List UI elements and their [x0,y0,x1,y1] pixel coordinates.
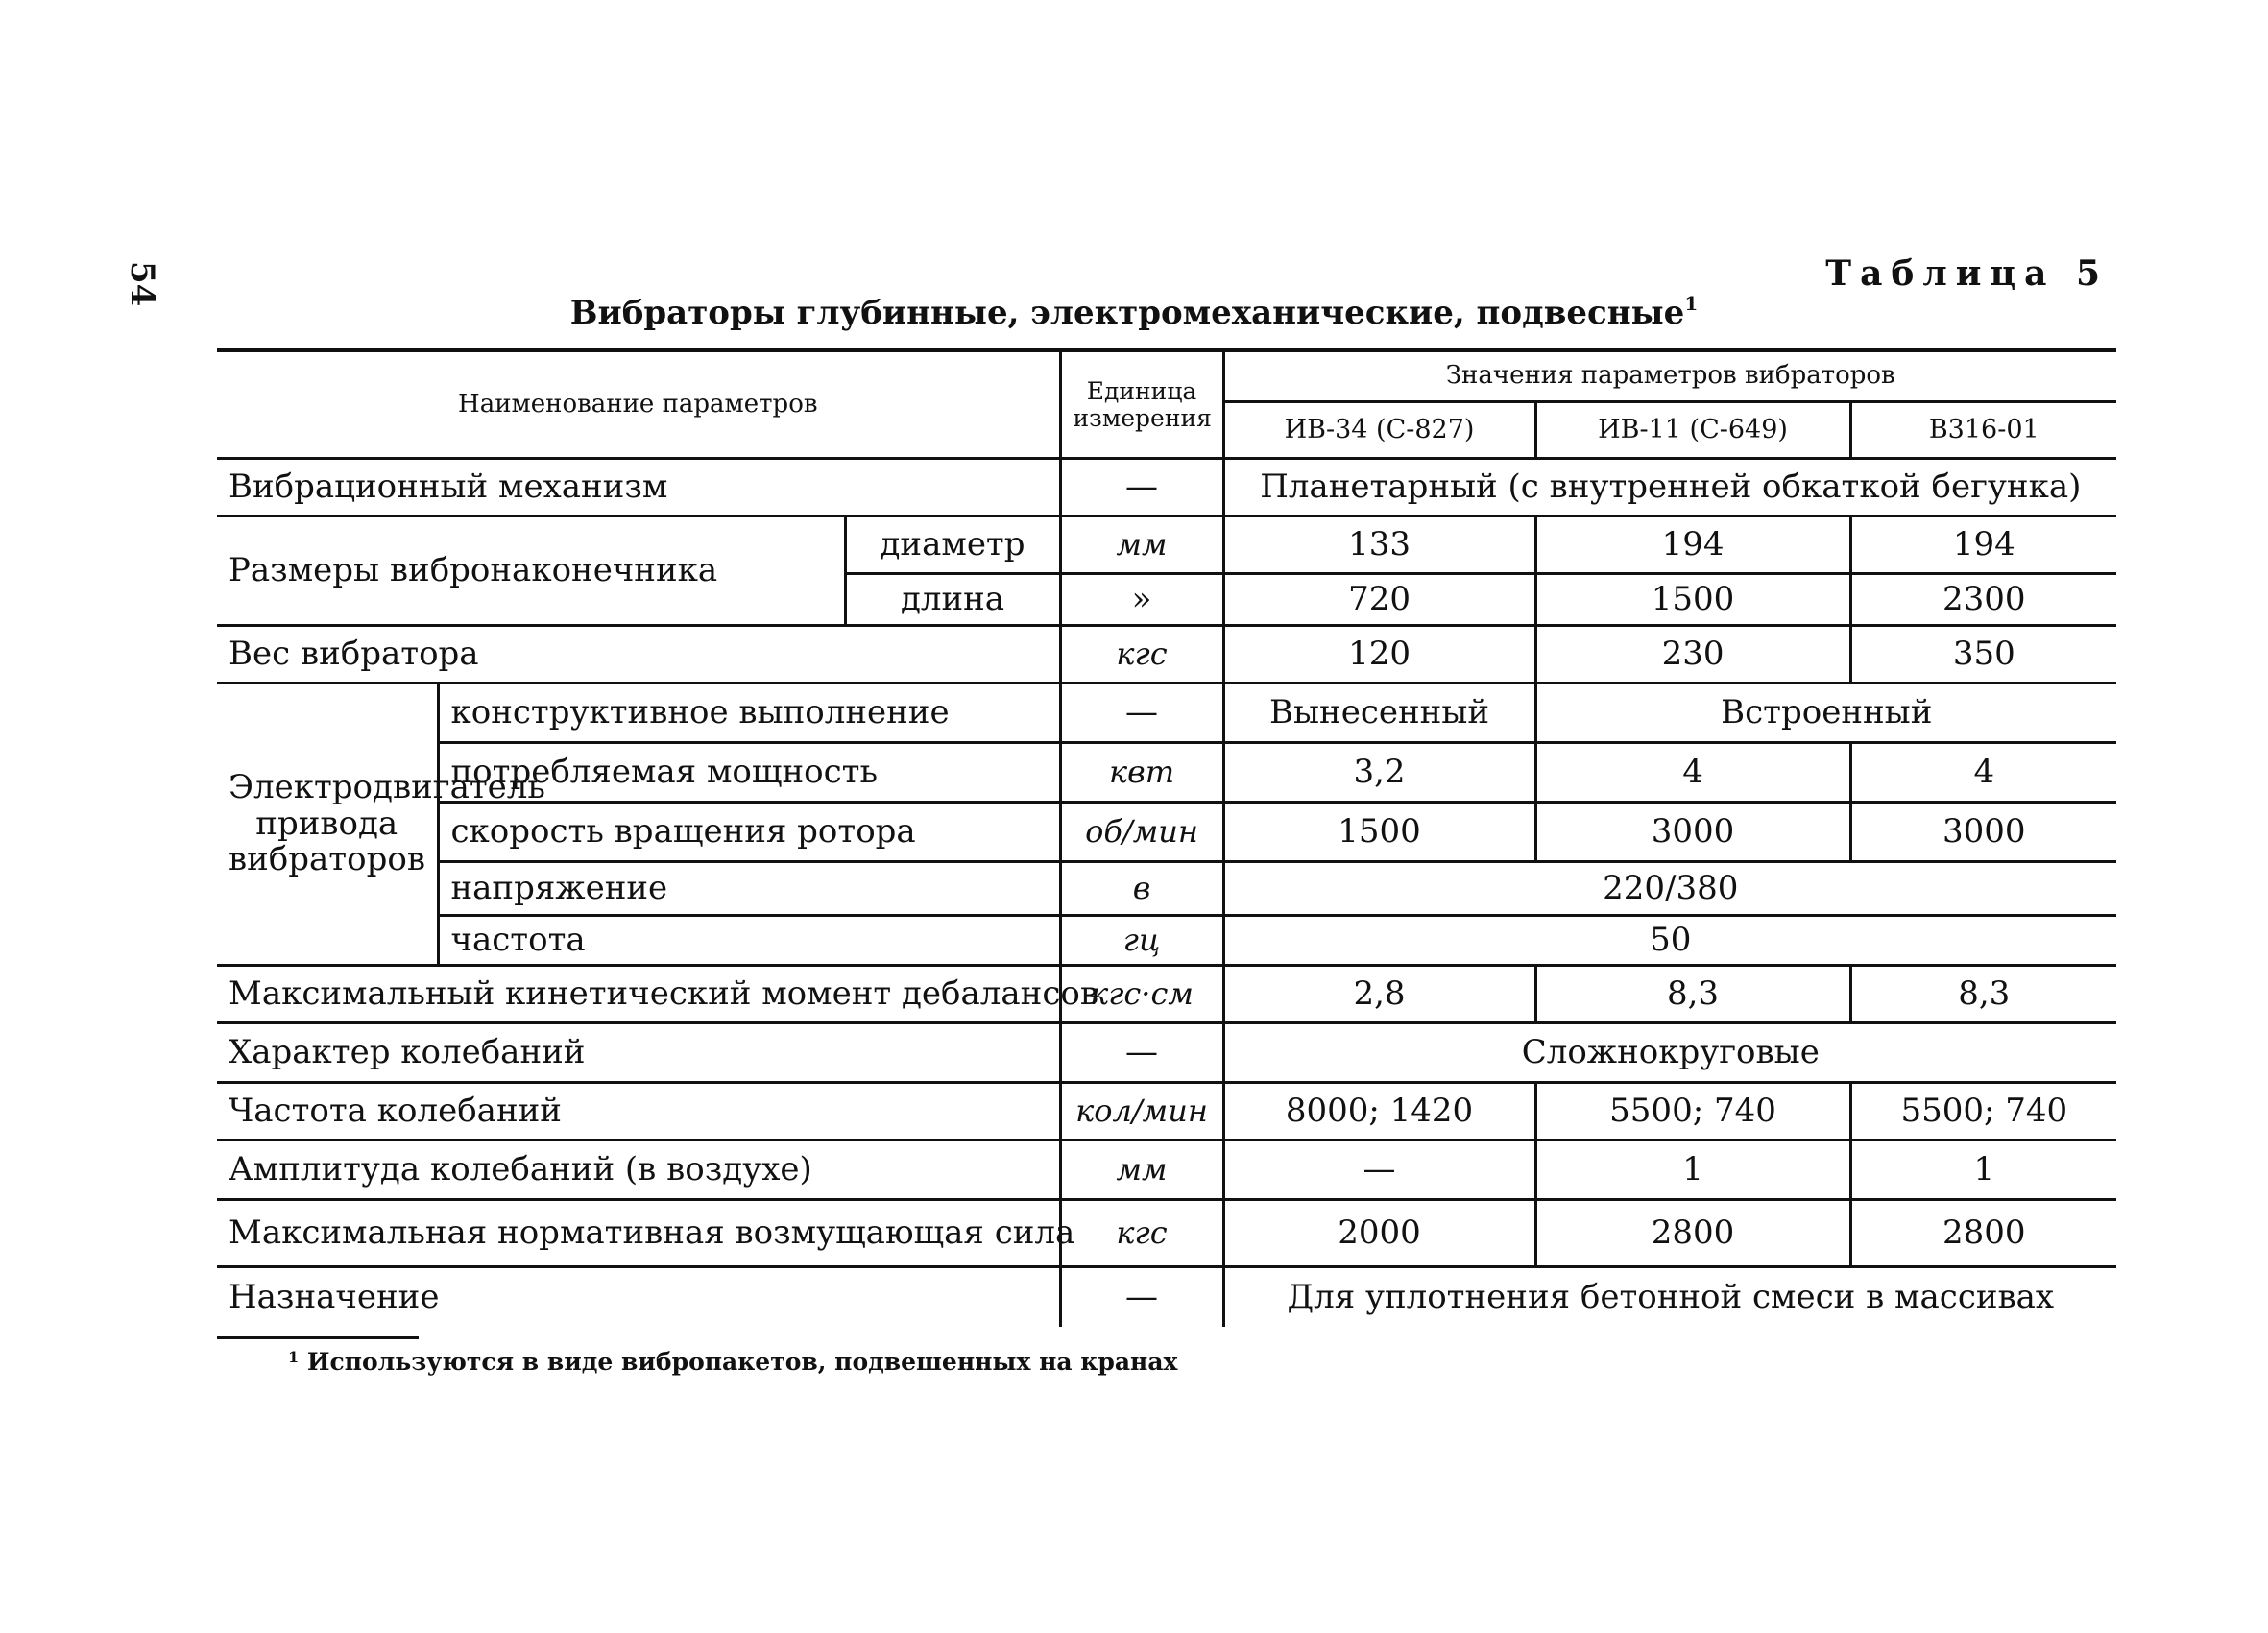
row-tip-diameter-v2: 194 [1535,516,1850,574]
row-motor-power-v3: 4 [1850,743,2116,803]
header-model-iv11: ИВ-11 (С-649) [1535,402,1850,459]
header-param-name: Наименование параметров [217,350,1060,459]
row-motor-group-name: Электродвигатель привода вибраторов [217,684,438,966]
table-title [0,292,2268,332]
row-motor-power-v2: 4 [1535,743,1850,803]
row-amplitude [217,1141,2116,1200]
row-motor-speed-v1: 1500 [1223,803,1535,862]
row-motor-frequency [217,916,2116,966]
row-moment-name: Максимальный кинетический момент дебалансов [217,966,1060,1023]
row-moment [217,966,2116,1023]
header-model-iv34: ИВ-34 (С-827) [1223,402,1535,459]
row-motor-speed-unit: об/мин [1060,803,1223,862]
row-motor-voltage [217,862,2116,916]
row-tip-diameter-v1: 133 [1223,516,1535,574]
row-force-name: Максимальная нормативная возмущающая сила [217,1200,1060,1267]
row-motor-frequency-value: 50 [1223,916,2116,966]
row-motor-power-name: потребляемая мощность [438,743,1060,803]
row-character [217,1023,2116,1083]
row-force [217,1200,2116,1267]
row-weight-name: Вес вибратора [217,626,1060,684]
row-mechanism [217,459,2116,516]
row-amplitude-v3: 1 [1850,1141,2116,1200]
footnote-mark: 1 [288,1348,300,1366]
row-motor-design-v1: Вынесенный [1223,684,1535,743]
row-motor-power-v1: 3,2 [1223,743,1535,803]
row-force-v3: 2800 [1850,1200,2116,1267]
row-character-unit: — [1060,1023,1223,1083]
row-motor-power-unit: квт [1060,743,1223,803]
row-force-v2: 2800 [1535,1200,1850,1267]
footnote-rule [217,1336,419,1339]
header-model-v316: В316-01 [1850,402,2116,459]
row-motor-voltage-unit: в [1060,862,1223,916]
row-mechanism-unit: — [1060,459,1223,516]
page-number: 54 [123,261,161,307]
row-force-v1: 2000 [1223,1200,1535,1267]
row-purpose [217,1267,2116,1327]
row-tip-length-v3: 2300 [1850,574,2116,626]
row-tip-length-sub: длина [845,574,1060,626]
row-weight-v1: 120 [1223,626,1535,684]
row-motor-design-unit: — [1060,684,1223,743]
footnote-text: Используются в виде вибропакетов, подвешенных на кранах [306,1348,1178,1376]
footnote [288,1348,1177,1376]
row-motor-speed-v3: 3000 [1850,803,2116,862]
row-tip-name: Размеры вибронаконечника [217,516,845,626]
row-motor-design-v23: Встроенный [1535,684,2116,743]
row-motor-speed-v2: 3000 [1535,803,1850,862]
row-weight-unit: кгс [1060,626,1223,684]
row-motor-design-name: конструктивное выполнение [438,684,1060,743]
row-mechanism-value: Планетарный (с внутренней обкаткой бегунка) [1223,459,2116,516]
row-weight-v2: 230 [1535,626,1850,684]
row-motor-speed [217,803,2116,862]
row-force-unit: кгс [1060,1200,1223,1267]
header-row-1 [217,350,2116,402]
row-amplitude-v1: — [1223,1141,1535,1200]
row-motor-voltage-name: напряжение [438,862,1060,916]
row-weight-v3: 350 [1850,626,2116,684]
row-tip-length-unit: » [1060,574,1223,626]
row-motor-speed-name: скорость вращения ротора [438,803,1060,862]
header-values-group: Значения параметров вибраторов [1223,350,2116,402]
row-tip-diameter-unit: мм [1060,516,1223,574]
row-osc-freq [217,1083,2116,1141]
row-purpose-unit: — [1060,1267,1223,1327]
title-footnote-mark: 1 [1684,292,1699,315]
header-unit [1060,350,1223,459]
title-text: Вибраторы глубинные, электромеханические, подвесные [569,294,1685,332]
row-moment-v1: 2,8 [1223,966,1535,1023]
row-tip-diameter-v3: 194 [1850,516,2116,574]
header-unit-line2: измерения [1073,403,1212,432]
row-moment-v3: 8,3 [1850,966,2116,1023]
row-purpose-value: Для уплотнения бетонной смеси в массивах [1223,1267,2116,1327]
row-osc-freq-v1: 8000; 1420 [1223,1083,1535,1141]
row-tip-length-v1: 720 [1223,574,1535,626]
row-amplitude-unit: мм [1060,1141,1223,1200]
row-moment-v2: 8,3 [1535,966,1850,1023]
row-character-name: Характер колебаний [217,1023,1060,1083]
row-tip-length-v2: 1500 [1535,574,1850,626]
row-motor-design [217,684,2116,743]
row-osc-freq-v3: 5500; 740 [1850,1083,2116,1141]
row-osc-freq-name: Частота колебаний [217,1083,1060,1141]
row-tip-diameter [217,516,2116,574]
row-character-value: Сложнокруговые [1223,1023,2116,1083]
row-amplitude-v2: 1 [1535,1141,1850,1200]
row-osc-freq-unit: кол/мин [1060,1083,1223,1141]
row-osc-freq-v2: 5500; 740 [1535,1083,1850,1141]
row-motor-voltage-value: 220/380 [1223,862,2116,916]
header-unit-line1: Единица [1086,377,1197,405]
row-amplitude-name: Амплитуда колебаний (в воздухе) [217,1141,1060,1200]
row-motor-frequency-unit: гц [1060,916,1223,966]
vibrator-parameters-table [217,348,2116,1327]
row-weight [217,626,2116,684]
table-label: Таблица 5 [1825,253,2109,294]
row-tip-diameter-sub: диаметр [845,516,1060,574]
row-moment-unit: кгс·см [1060,966,1223,1023]
row-motor-frequency-name: частота [438,916,1060,966]
row-mechanism-name: Вибрационный механизм [217,459,1060,516]
row-purpose-name: Назначение [217,1267,1060,1327]
